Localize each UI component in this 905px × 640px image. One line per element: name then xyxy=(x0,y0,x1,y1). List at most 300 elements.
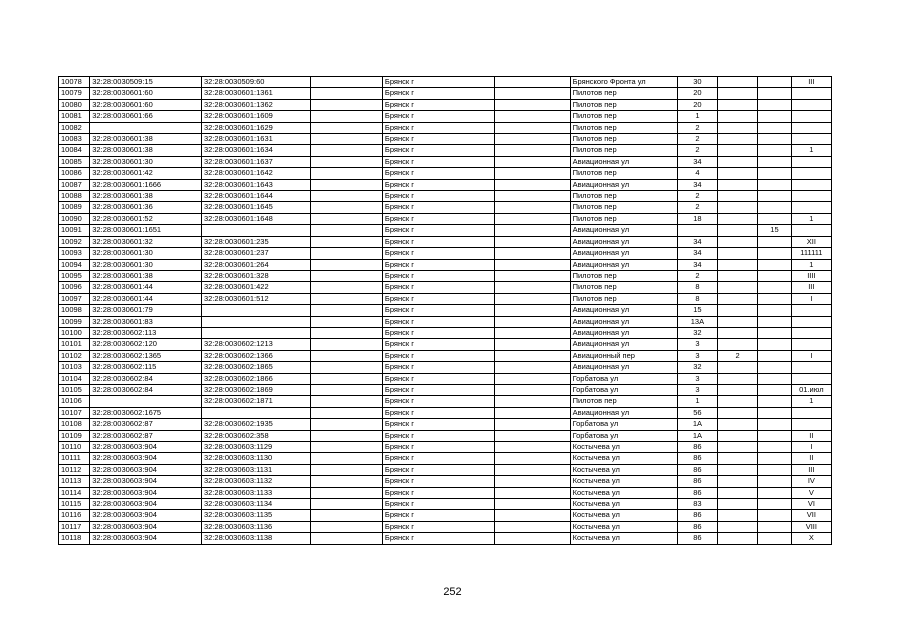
blank-column-cell xyxy=(311,248,382,259)
blank-column-cell xyxy=(311,99,382,110)
object-cadastral-number-cell: 32:28:0030601:1642 xyxy=(201,168,310,179)
record-number-cell: 10088 xyxy=(59,191,90,202)
building-number-cell xyxy=(718,191,758,202)
street-cell: Авиационный пер xyxy=(570,350,677,361)
record-number-cell: 10106 xyxy=(59,396,90,407)
house-number-cell: 1А xyxy=(677,419,717,430)
apartment-number-cell xyxy=(791,99,831,110)
table-row xyxy=(59,225,832,236)
building-number-cell xyxy=(718,270,758,281)
structure-number-cell xyxy=(758,99,792,110)
house-number-cell: 1А xyxy=(677,430,717,441)
city-cell: Брянск г xyxy=(382,156,494,167)
structure-number-cell: 15 xyxy=(758,225,792,236)
table-row xyxy=(59,259,832,270)
city-cell: Брянск г xyxy=(382,419,494,430)
structure-number-cell xyxy=(758,316,792,327)
district-cell xyxy=(494,270,570,281)
house-number-cell: 34 xyxy=(677,236,717,247)
structure-number-cell xyxy=(758,179,792,190)
building-number-cell xyxy=(718,510,758,521)
table-row xyxy=(59,134,832,145)
object-cadastral-number-cell: 32:28:0030603:1132 xyxy=(201,476,310,487)
district-cell xyxy=(494,464,570,475)
district-cell xyxy=(494,168,570,179)
city-cell: Брянск г xyxy=(382,373,494,384)
record-number-cell: 10092 xyxy=(59,236,90,247)
object-cadastral-number-cell: 32:28:0030603:1136 xyxy=(201,521,310,532)
city-cell: Брянск г xyxy=(382,168,494,179)
structure-number-cell xyxy=(758,156,792,167)
apartment-number-cell xyxy=(791,191,831,202)
apartment-number-cell: XII xyxy=(791,236,831,247)
object-cadastral-number-cell: 32:28:0030601:1644 xyxy=(201,191,310,202)
land-cadastral-number-cell: 32:28:0030603:904 xyxy=(90,499,202,510)
apartment-number-cell: 1 xyxy=(791,213,831,224)
structure-number-cell xyxy=(758,248,792,259)
blank-column-cell xyxy=(311,213,382,224)
district-cell xyxy=(494,442,570,453)
object-cadastral-number-cell xyxy=(201,407,310,418)
apartment-number-cell: I xyxy=(791,293,831,304)
record-number-cell: 10089 xyxy=(59,202,90,213)
table-row xyxy=(59,521,832,532)
table-row xyxy=(59,305,832,316)
building-number-cell xyxy=(718,499,758,510)
district-cell xyxy=(494,430,570,441)
object-cadastral-number-cell: 32:28:0030603:1130 xyxy=(201,453,310,464)
city-cell: Брянск г xyxy=(382,88,494,99)
city-cell: Брянск г xyxy=(382,202,494,213)
object-cadastral-number-cell: 32:28:0030602:358 xyxy=(201,430,310,441)
street-cell: Костычева ул xyxy=(570,499,677,510)
apartment-number-cell: 111111 xyxy=(791,248,831,259)
land-cadastral-number-cell: 32:28:0030601:30 xyxy=(90,259,202,270)
object-cadastral-number-cell: 32:28:0030601:1645 xyxy=(201,202,310,213)
house-number-cell: 15 xyxy=(677,305,717,316)
district-cell xyxy=(494,111,570,122)
street-cell: Авиационная ул xyxy=(570,179,677,190)
apartment-number-cell xyxy=(791,362,831,373)
building-number-cell xyxy=(718,248,758,259)
record-number-cell: 10090 xyxy=(59,213,90,224)
land-cadastral-number-cell: 32:28:0030602:1365 xyxy=(90,350,202,361)
apartment-number-cell: VII xyxy=(791,510,831,521)
land-cadastral-number-cell: 32:28:0030603:904 xyxy=(90,533,202,544)
apartment-number-cell xyxy=(791,407,831,418)
table-row xyxy=(59,270,832,281)
district-cell xyxy=(494,396,570,407)
street-cell: Горбатова ул xyxy=(570,373,677,384)
house-number-cell: 4 xyxy=(677,168,717,179)
table-row xyxy=(59,396,832,407)
table-row xyxy=(59,156,832,167)
table-row xyxy=(59,191,832,202)
street-cell: Авиационная ул xyxy=(570,339,677,350)
table-row xyxy=(59,145,832,156)
land-cadastral-number-cell: 32:28:0030601:44 xyxy=(90,293,202,304)
city-cell: Брянск г xyxy=(382,442,494,453)
street-cell: Пилотов пер xyxy=(570,396,677,407)
table-row xyxy=(59,236,832,247)
land-cadastral-number-cell: 32:28:0030601:60 xyxy=(90,88,202,99)
building-number-cell xyxy=(718,213,758,224)
apartment-number-cell: II xyxy=(791,453,831,464)
street-cell: Авиационная ул xyxy=(570,362,677,373)
structure-number-cell xyxy=(758,339,792,350)
house-number-cell: 18 xyxy=(677,213,717,224)
city-cell: Брянск г xyxy=(382,350,494,361)
building-number-cell xyxy=(718,225,758,236)
structure-number-cell xyxy=(758,453,792,464)
land-cadastral-number-cell: 32:28:0030601:60 xyxy=(90,99,202,110)
object-cadastral-number-cell xyxy=(201,305,310,316)
apartment-number-cell: IV xyxy=(791,476,831,487)
land-cadastral-number-cell: 32:28:0030601:32 xyxy=(90,236,202,247)
apartment-number-cell xyxy=(791,225,831,236)
table-row xyxy=(59,316,832,327)
land-cadastral-number-cell: 32:28:0030601:30 xyxy=(90,248,202,259)
street-cell: Костычева ул xyxy=(570,510,677,521)
structure-number-cell xyxy=(758,270,792,281)
object-cadastral-number-cell: 32:28:0030601:264 xyxy=(201,259,310,270)
table-row xyxy=(59,384,832,395)
record-number-cell: 10116 xyxy=(59,510,90,521)
structure-number-cell xyxy=(758,350,792,361)
building-number-cell xyxy=(718,134,758,145)
blank-column-cell xyxy=(311,339,382,350)
registry-table-body xyxy=(59,77,832,545)
table-row xyxy=(59,487,832,498)
object-cadastral-number-cell: 32:28:0030601:1361 xyxy=(201,88,310,99)
apartment-number-cell: III xyxy=(791,282,831,293)
building-number-cell xyxy=(718,293,758,304)
record-number-cell: 10095 xyxy=(59,270,90,281)
table-row xyxy=(59,168,832,179)
object-cadastral-number-cell: 32:28:0030601:422 xyxy=(201,282,310,293)
object-cadastral-number-cell: 32:28:0030601:1631 xyxy=(201,134,310,145)
building-number-cell xyxy=(718,487,758,498)
page-number: 252 xyxy=(443,586,462,598)
house-number-cell: 1 xyxy=(677,111,717,122)
house-number-cell: 3 xyxy=(677,373,717,384)
building-number-cell xyxy=(718,145,758,156)
land-cadastral-number-cell: 32:28:0030601:38 xyxy=(90,145,202,156)
city-cell: Брянск г xyxy=(382,464,494,475)
land-cadastral-number-cell: 32:28:0030601:38 xyxy=(90,191,202,202)
blank-column-cell xyxy=(311,350,382,361)
object-cadastral-number-cell: 32:28:0030602:1935 xyxy=(201,419,310,430)
land-cadastral-number-cell: 32:28:0030602:1675 xyxy=(90,407,202,418)
street-cell: Костычева ул xyxy=(570,442,677,453)
record-number-cell: 10096 xyxy=(59,282,90,293)
district-cell xyxy=(494,156,570,167)
blank-column-cell xyxy=(311,442,382,453)
structure-number-cell xyxy=(758,487,792,498)
object-cadastral-number-cell xyxy=(201,327,310,338)
house-number-cell: 13А xyxy=(677,316,717,327)
land-cadastral-number-cell: 32:28:0030601:38 xyxy=(90,270,202,281)
record-number-cell: 10104 xyxy=(59,373,90,384)
building-number-cell xyxy=(718,99,758,110)
house-number-cell: 34 xyxy=(677,179,717,190)
district-cell xyxy=(494,384,570,395)
land-cadastral-number-cell: 32:28:0030601:30 xyxy=(90,156,202,167)
object-cadastral-number-cell: 32:28:0030602:1866 xyxy=(201,373,310,384)
building-number-cell: 2 xyxy=(718,350,758,361)
land-cadastral-number-cell: 32:28:0030603:904 xyxy=(90,442,202,453)
object-cadastral-number-cell: 32:28:0030601:1634 xyxy=(201,145,310,156)
city-cell: Брянск г xyxy=(382,293,494,304)
building-number-cell xyxy=(718,305,758,316)
apartment-number-cell xyxy=(791,373,831,384)
street-cell: Горбатова ул xyxy=(570,430,677,441)
apartment-number-cell xyxy=(791,111,831,122)
registry-table xyxy=(58,76,832,545)
city-cell: Брянск г xyxy=(382,259,494,270)
apartment-number-cell xyxy=(791,419,831,430)
district-cell xyxy=(494,487,570,498)
street-cell: Пилотов пер xyxy=(570,122,677,133)
district-cell xyxy=(494,88,570,99)
street-cell: Горбатова ул xyxy=(570,384,677,395)
street-cell: Горбатова ул xyxy=(570,419,677,430)
table-row xyxy=(59,362,832,373)
table-row xyxy=(59,77,832,88)
street-cell: Авиационная ул xyxy=(570,305,677,316)
house-number-cell: 2 xyxy=(677,191,717,202)
blank-column-cell xyxy=(311,156,382,167)
record-number-cell: 10118 xyxy=(59,533,90,544)
structure-number-cell xyxy=(758,464,792,475)
apartment-number-cell: 1 xyxy=(791,145,831,156)
record-number-cell: 10085 xyxy=(59,156,90,167)
blank-column-cell xyxy=(311,168,382,179)
land-cadastral-number-cell: 32:28:0030603:904 xyxy=(90,476,202,487)
table-row xyxy=(59,339,832,350)
structure-number-cell xyxy=(758,499,792,510)
object-cadastral-number-cell: 32:28:0030603:1131 xyxy=(201,464,310,475)
district-cell xyxy=(494,77,570,88)
city-cell: Брянск г xyxy=(382,282,494,293)
blank-column-cell xyxy=(311,373,382,384)
record-number-cell: 10110 xyxy=(59,442,90,453)
house-number-cell: 34 xyxy=(677,248,717,259)
house-number-cell: 2 xyxy=(677,134,717,145)
street-cell: Пилотов пер xyxy=(570,111,677,122)
blank-column-cell xyxy=(311,225,382,236)
building-number-cell xyxy=(718,122,758,133)
structure-number-cell xyxy=(758,327,792,338)
apartment-number-cell: 01.июл xyxy=(791,384,831,395)
apartment-number-cell: I xyxy=(791,350,831,361)
structure-number-cell xyxy=(758,236,792,247)
structure-number-cell xyxy=(758,77,792,88)
city-cell: Брянск г xyxy=(382,510,494,521)
city-cell: Брянск г xyxy=(382,327,494,338)
object-cadastral-number-cell: 32:28:0030601:1643 xyxy=(201,179,310,190)
table-row xyxy=(59,88,832,99)
land-cadastral-number-cell xyxy=(90,122,202,133)
blank-column-cell xyxy=(311,453,382,464)
record-number-cell: 10107 xyxy=(59,407,90,418)
blank-column-cell xyxy=(311,77,382,88)
record-number-cell: 10080 xyxy=(59,99,90,110)
land-cadastral-number-cell: 32:28:0030602:87 xyxy=(90,419,202,430)
district-cell xyxy=(494,213,570,224)
district-cell xyxy=(494,510,570,521)
table-row xyxy=(59,453,832,464)
record-number-cell: 10109 xyxy=(59,430,90,441)
object-cadastral-number-cell xyxy=(201,225,310,236)
structure-number-cell xyxy=(758,430,792,441)
land-cadastral-number-cell: 32:28:0030602:84 xyxy=(90,384,202,395)
blank-column-cell xyxy=(311,362,382,373)
structure-number-cell xyxy=(758,145,792,156)
record-number-cell: 10091 xyxy=(59,225,90,236)
table-row xyxy=(59,499,832,510)
blank-column-cell xyxy=(311,282,382,293)
district-cell xyxy=(494,282,570,293)
district-cell xyxy=(494,419,570,430)
street-cell: Пилотов пер xyxy=(570,293,677,304)
apartment-number-cell: 1 xyxy=(791,259,831,270)
district-cell xyxy=(494,476,570,487)
structure-number-cell xyxy=(758,442,792,453)
blank-column-cell xyxy=(311,430,382,441)
land-cadastral-number-cell: 32:28:0030602:115 xyxy=(90,362,202,373)
building-number-cell xyxy=(718,521,758,532)
district-cell xyxy=(494,407,570,418)
house-number-cell: 86 xyxy=(677,521,717,532)
city-cell: Брянск г xyxy=(382,384,494,395)
street-cell: Костычева ул xyxy=(570,464,677,475)
blank-column-cell xyxy=(311,236,382,247)
blank-column-cell xyxy=(311,202,382,213)
record-number-cell: 10099 xyxy=(59,316,90,327)
structure-number-cell xyxy=(758,88,792,99)
building-number-cell xyxy=(718,202,758,213)
house-number-cell: 86 xyxy=(677,533,717,544)
record-number-cell: 10093 xyxy=(59,248,90,259)
object-cadastral-number-cell: 32:28:0030601:237 xyxy=(201,248,310,259)
street-cell: Пилотов пер xyxy=(570,270,677,281)
record-number-cell: 10117 xyxy=(59,521,90,532)
record-number-cell: 10083 xyxy=(59,134,90,145)
apartment-number-cell xyxy=(791,316,831,327)
apartment-number-cell: II xyxy=(791,430,831,441)
street-cell: Авиационная ул xyxy=(570,259,677,270)
structure-number-cell xyxy=(758,521,792,532)
land-cadastral-number-cell: 32:28:0030601:1666 xyxy=(90,179,202,190)
district-cell xyxy=(494,499,570,510)
object-cadastral-number-cell: 32:28:0030601:1362 xyxy=(201,99,310,110)
street-cell: Пилотов пер xyxy=(570,202,677,213)
structure-number-cell xyxy=(758,134,792,145)
apartment-number-cell xyxy=(791,339,831,350)
city-cell: Брянск г xyxy=(382,453,494,464)
city-cell: Брянск г xyxy=(382,305,494,316)
object-cadastral-number-cell: 32:28:0030602:1869 xyxy=(201,384,310,395)
structure-number-cell xyxy=(758,293,792,304)
record-number-cell: 10078 xyxy=(59,77,90,88)
apartment-number-cell xyxy=(791,88,831,99)
apartment-number-cell: VI xyxy=(791,499,831,510)
blank-column-cell xyxy=(311,145,382,156)
structure-number-cell xyxy=(758,396,792,407)
house-number-cell: 86 xyxy=(677,442,717,453)
house-number-cell: 2 xyxy=(677,270,717,281)
land-cadastral-number-cell: 32:28:0030601:79 xyxy=(90,305,202,316)
city-cell: Брянск г xyxy=(382,476,494,487)
object-cadastral-number-cell: 32:28:0030603:1138 xyxy=(201,533,310,544)
land-cadastral-number-cell: 32:28:0030603:904 xyxy=(90,464,202,475)
land-cadastral-number-cell: 32:28:0030603:904 xyxy=(90,453,202,464)
city-cell: Брянск г xyxy=(382,111,494,122)
structure-number-cell xyxy=(758,282,792,293)
district-cell xyxy=(494,179,570,190)
land-cadastral-number-cell xyxy=(90,396,202,407)
blank-column-cell xyxy=(311,407,382,418)
record-number-cell: 10113 xyxy=(59,476,90,487)
district-cell xyxy=(494,134,570,145)
house-number-cell: 2 xyxy=(677,202,717,213)
district-cell xyxy=(494,305,570,316)
district-cell xyxy=(494,533,570,544)
apartment-number-cell: III xyxy=(791,464,831,475)
blank-column-cell xyxy=(311,476,382,487)
street-cell: Пилотов пер xyxy=(570,134,677,145)
house-number-cell: 83 xyxy=(677,499,717,510)
structure-number-cell xyxy=(758,373,792,384)
house-number-cell: 20 xyxy=(677,99,717,110)
table-row xyxy=(59,202,832,213)
city-cell: Брянск г xyxy=(382,487,494,498)
structure-number-cell xyxy=(758,407,792,418)
apartment-number-cell xyxy=(791,168,831,179)
record-number-cell: 10097 xyxy=(59,293,90,304)
record-number-cell: 10102 xyxy=(59,350,90,361)
object-cadastral-number-cell: 32:28:0030602:1213 xyxy=(201,339,310,350)
blank-column-cell xyxy=(311,316,382,327)
land-cadastral-number-cell: 32:28:0030601:38 xyxy=(90,134,202,145)
apartment-number-cell: I xyxy=(791,442,831,453)
district-cell xyxy=(494,521,570,532)
table-row xyxy=(59,533,832,544)
building-number-cell xyxy=(718,453,758,464)
object-cadastral-number-cell: 32:28:0030601:1629 xyxy=(201,122,310,133)
house-number-cell xyxy=(677,225,717,236)
house-number-cell: 8 xyxy=(677,282,717,293)
house-number-cell: 8 xyxy=(677,293,717,304)
street-cell: Авиационная ул xyxy=(570,407,677,418)
structure-number-cell xyxy=(758,362,792,373)
building-number-cell xyxy=(718,282,758,293)
apartment-number-cell xyxy=(791,179,831,190)
building-number-cell xyxy=(718,384,758,395)
structure-number-cell xyxy=(758,533,792,544)
city-cell: Брянск г xyxy=(382,316,494,327)
blank-column-cell xyxy=(311,88,382,99)
building-number-cell xyxy=(718,168,758,179)
record-number-cell: 10079 xyxy=(59,88,90,99)
house-number-cell: 34 xyxy=(677,156,717,167)
record-number-cell: 10108 xyxy=(59,419,90,430)
blank-column-cell xyxy=(311,419,382,430)
street-cell: Пилотов пер xyxy=(570,213,677,224)
house-number-cell: 86 xyxy=(677,510,717,521)
blank-column-cell xyxy=(311,305,382,316)
